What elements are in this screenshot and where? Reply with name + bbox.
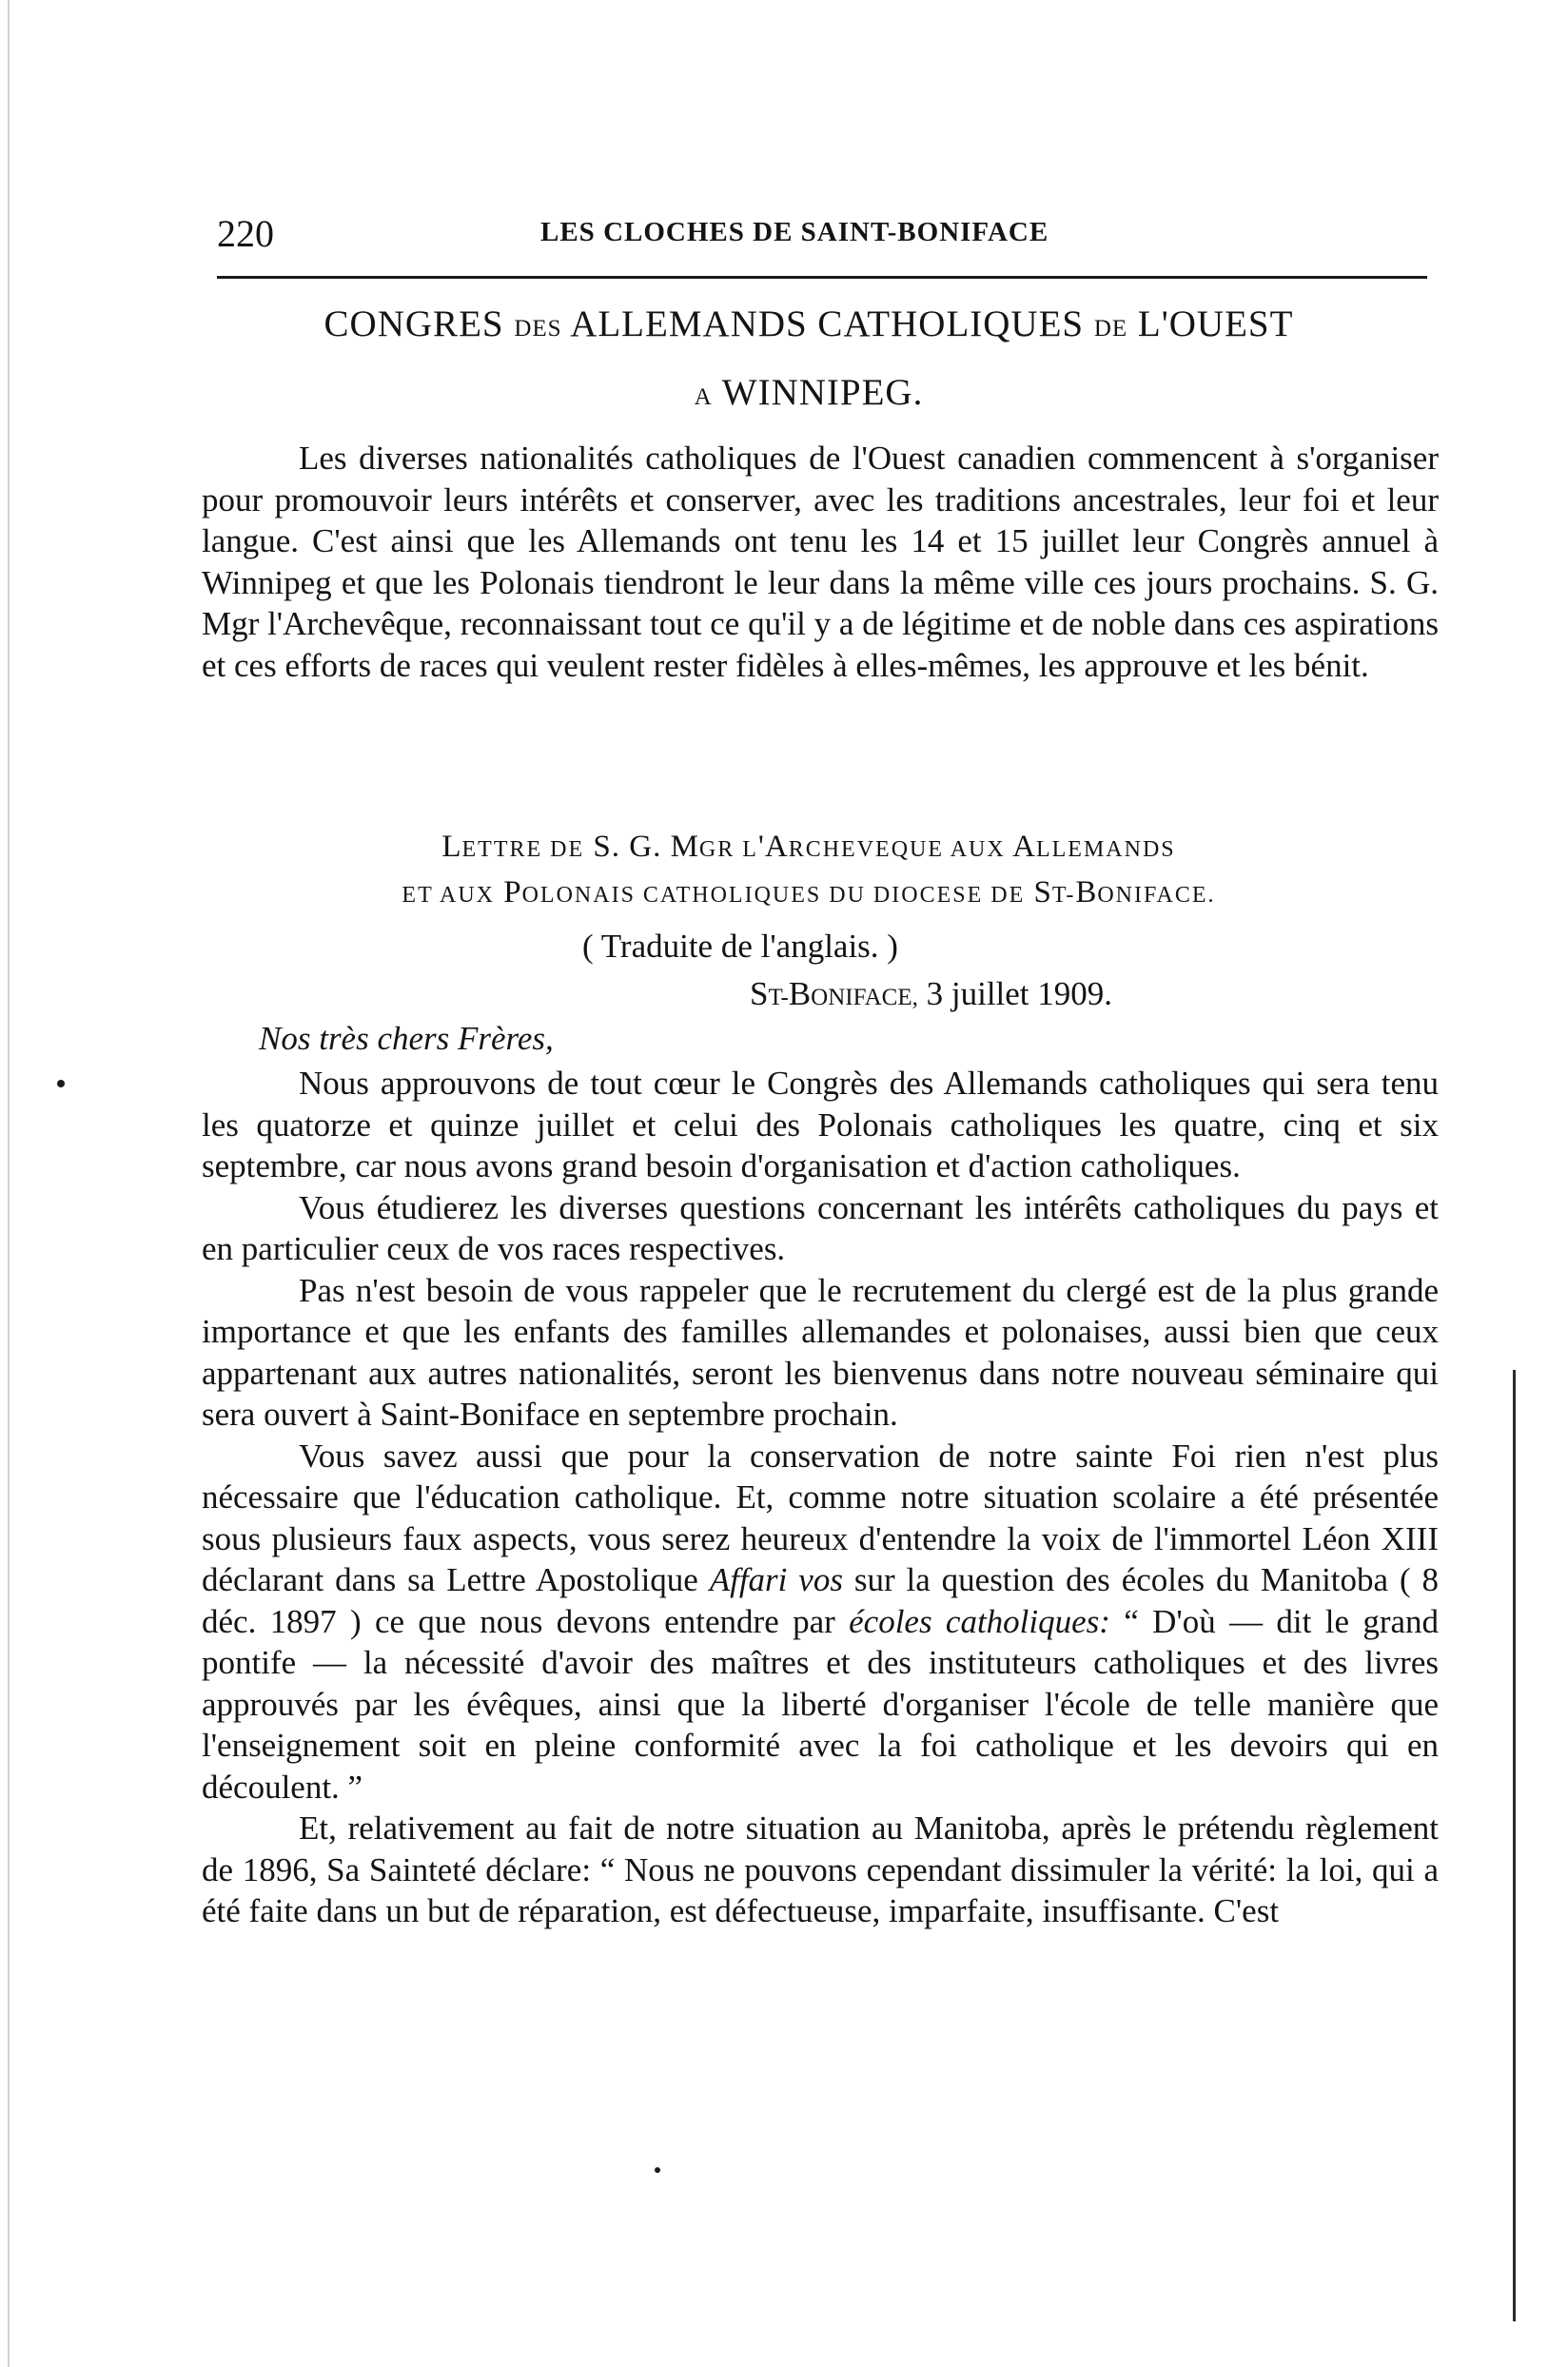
article-title-line2 [190,371,1427,414]
letter-paragraph [202,1187,1439,1270]
intro-paragraph [202,438,1439,686]
letter-heading-sc-8: ONIFACE. [1097,883,1216,908]
page-edge-left [8,0,10,2367]
letter-paragraph-last [202,1808,1439,1932]
letter-paragraph-text: Nous approuvons de tout cœur le Congrès des Allemands catholiques qui sera tenu les quatorze et quinze juillet et celui des Polonais catholiques les quatre, cinq et six septembre, car nous avons grand besoin d'organisation et d'action catholiques. [202,1065,1439,1184]
letter-heading-line1 [190,830,1427,865]
margin-mark [57,1080,65,1087]
letter-heading-sc-2: GR L [698,837,758,862]
letter-paragraph-text: Vous étudierez les diverses questions concernant les intérêts catholiques du pays et en particulier ceux de vos races respectives. [202,1188,1439,1267]
page-edge-right [1513,1370,1516,2321]
letter-heading-sc-5: ET AUX [402,883,495,908]
salutation: Nos très chers Frères, [259,1020,554,1057]
letter-heading-sc-3: RCHEVEQUE AUX [788,837,1006,862]
paragraph-foi-text-1: Vous savez aussi que pour la conservation de notre sainte Foi rien n'est plus nécessaire que l'éducation catholique. Et, comme notre situation scolaire a été présentée sous plusieurs faux aspects, vous serez heureux d'entendre la voix de l'immortel Léon XIII déclarant dans sa Lettre Apostolique [202,1437,1439,1598]
letter-heading-line2 [190,875,1427,910]
letter-body [202,1063,1439,1932]
article-title-line1 [190,303,1427,345]
running-head: LES CLOCHES DE SAINT-BONIFACE [540,217,1049,247]
letter-heading-sc-1: ETTRE DE [461,837,585,862]
paragraph-foi-text-3: “ D'où — dit le grand pontife — la nécessité d'avoir des maîtres et des instituteurs catholiques et des livres approuvés par les évêques, ainsi que la liberté d'organiser l'école de telle manière que l'enseignement soit en pleine conformité avec la foi catholique et les devoirs qui en découlent. ” [202,1602,1440,1806]
letter-paragraph [202,1270,1439,1436]
letter-heading-cap-sg: S. G. M [593,830,699,864]
letter-paragraph-foi [202,1436,1439,1809]
intro-paragraph-text: Les diverses nationalités catholiques de l'Ouest canadien commencent à s'organiser pour promouvoir leurs intérêts et conserver, avec les traditions ancestrales, leur foi et leur langue. C'est ainsi que les Allemands ont tenu les 14 et 15 juillet leur Congrès annuel à Winnipeg et que les Polonais tiendront le leur dans la même ville ces jours prochains. S. G. Mgr l'Archevêque, reconnaissant tout ce qu'il y a de légitime et de noble dans ces aspirations et ces efforts de races qui veulent rester fidèles à elles-mêmes, les approuve et les bénit. [202,440,1439,684]
dateline-cap-b: B [788,975,812,1012]
letter-heading-sc-7: T- [1051,883,1076,908]
ecoles-catholiques-term: écoles catholiques: [849,1602,1110,1640]
header-rule [217,276,1427,279]
letter-paragraph [202,1063,1439,1187]
title-word-a: A [694,384,713,410]
title-words-allemands-catholiques: ALLEMANDS CATHOLIQUES [570,303,1085,344]
dateline [750,975,1112,1013]
letter-heading-sc-4: LLEMANDS [1035,837,1176,862]
letter-heading-cap-s: S [1033,875,1052,910]
dateline-sc-t: T- [768,985,789,1010]
title-word-ouest: L'OUEST [1137,303,1294,344]
letter-heading-cap-l: L [441,830,462,864]
title-word-congres: CONGRES [323,303,504,344]
dateline-cap-s: S [750,975,769,1012]
title-word-des: DES [514,316,562,342]
letter-heading-cap-a: 'A [757,830,789,864]
title-word-winnipeg: WINNIPEG. [721,372,924,413]
page-number: 220 [217,212,274,255]
encyclical-title: Affari vos [709,1561,843,1598]
dateline-sc-oniface: ONIFACE, [811,985,918,1010]
dateline-date: 3 juillet 1909. [926,975,1113,1012]
letter-heading-cap-a2: A [1012,830,1036,864]
title-word-de: DE [1093,316,1128,342]
letter-heading-sc-6: OLONAIS CATHOLIQUES DU DIOCESE DE [521,883,1026,908]
paragraph-foi-text-2: sur la question des écoles du Manitoba ( 8 déc. 1897 ) ce que nous devons entendre par [202,1561,1439,1640]
letter-heading-cap-b: B [1075,875,1098,910]
page-header [217,207,1427,264]
letter-paragraph-last-text: Et, relativement au fait de notre situation au Manitoba, après le prétendu règlement de 1896, Sa Sainteté déclare: “ Nous ne pouvons cependant dissimuler la vérité: la loi, qui a été faite dans un but de réparation, est défectueuse, imparfaite, insuffisante. C'est [202,1809,1439,1929]
translation-note: ( Traduite de l'anglais. ) [582,928,898,965]
footer-mark [655,2167,660,2173]
letter-heading-cap-p: P [503,875,522,910]
letter-paragraph-text: Pas n'est besoin de vous rappeler que le recrutement du clergé est de la plus grande importance et que les enfants des familles allemandes et polonaises, aussi bien que ceux appartenant aux autres nationalités, seront les bienvenus dans notre nouveau séminaire qui sera ouvert à Saint-Boniface en septembre prochain. [202,1271,1439,1433]
